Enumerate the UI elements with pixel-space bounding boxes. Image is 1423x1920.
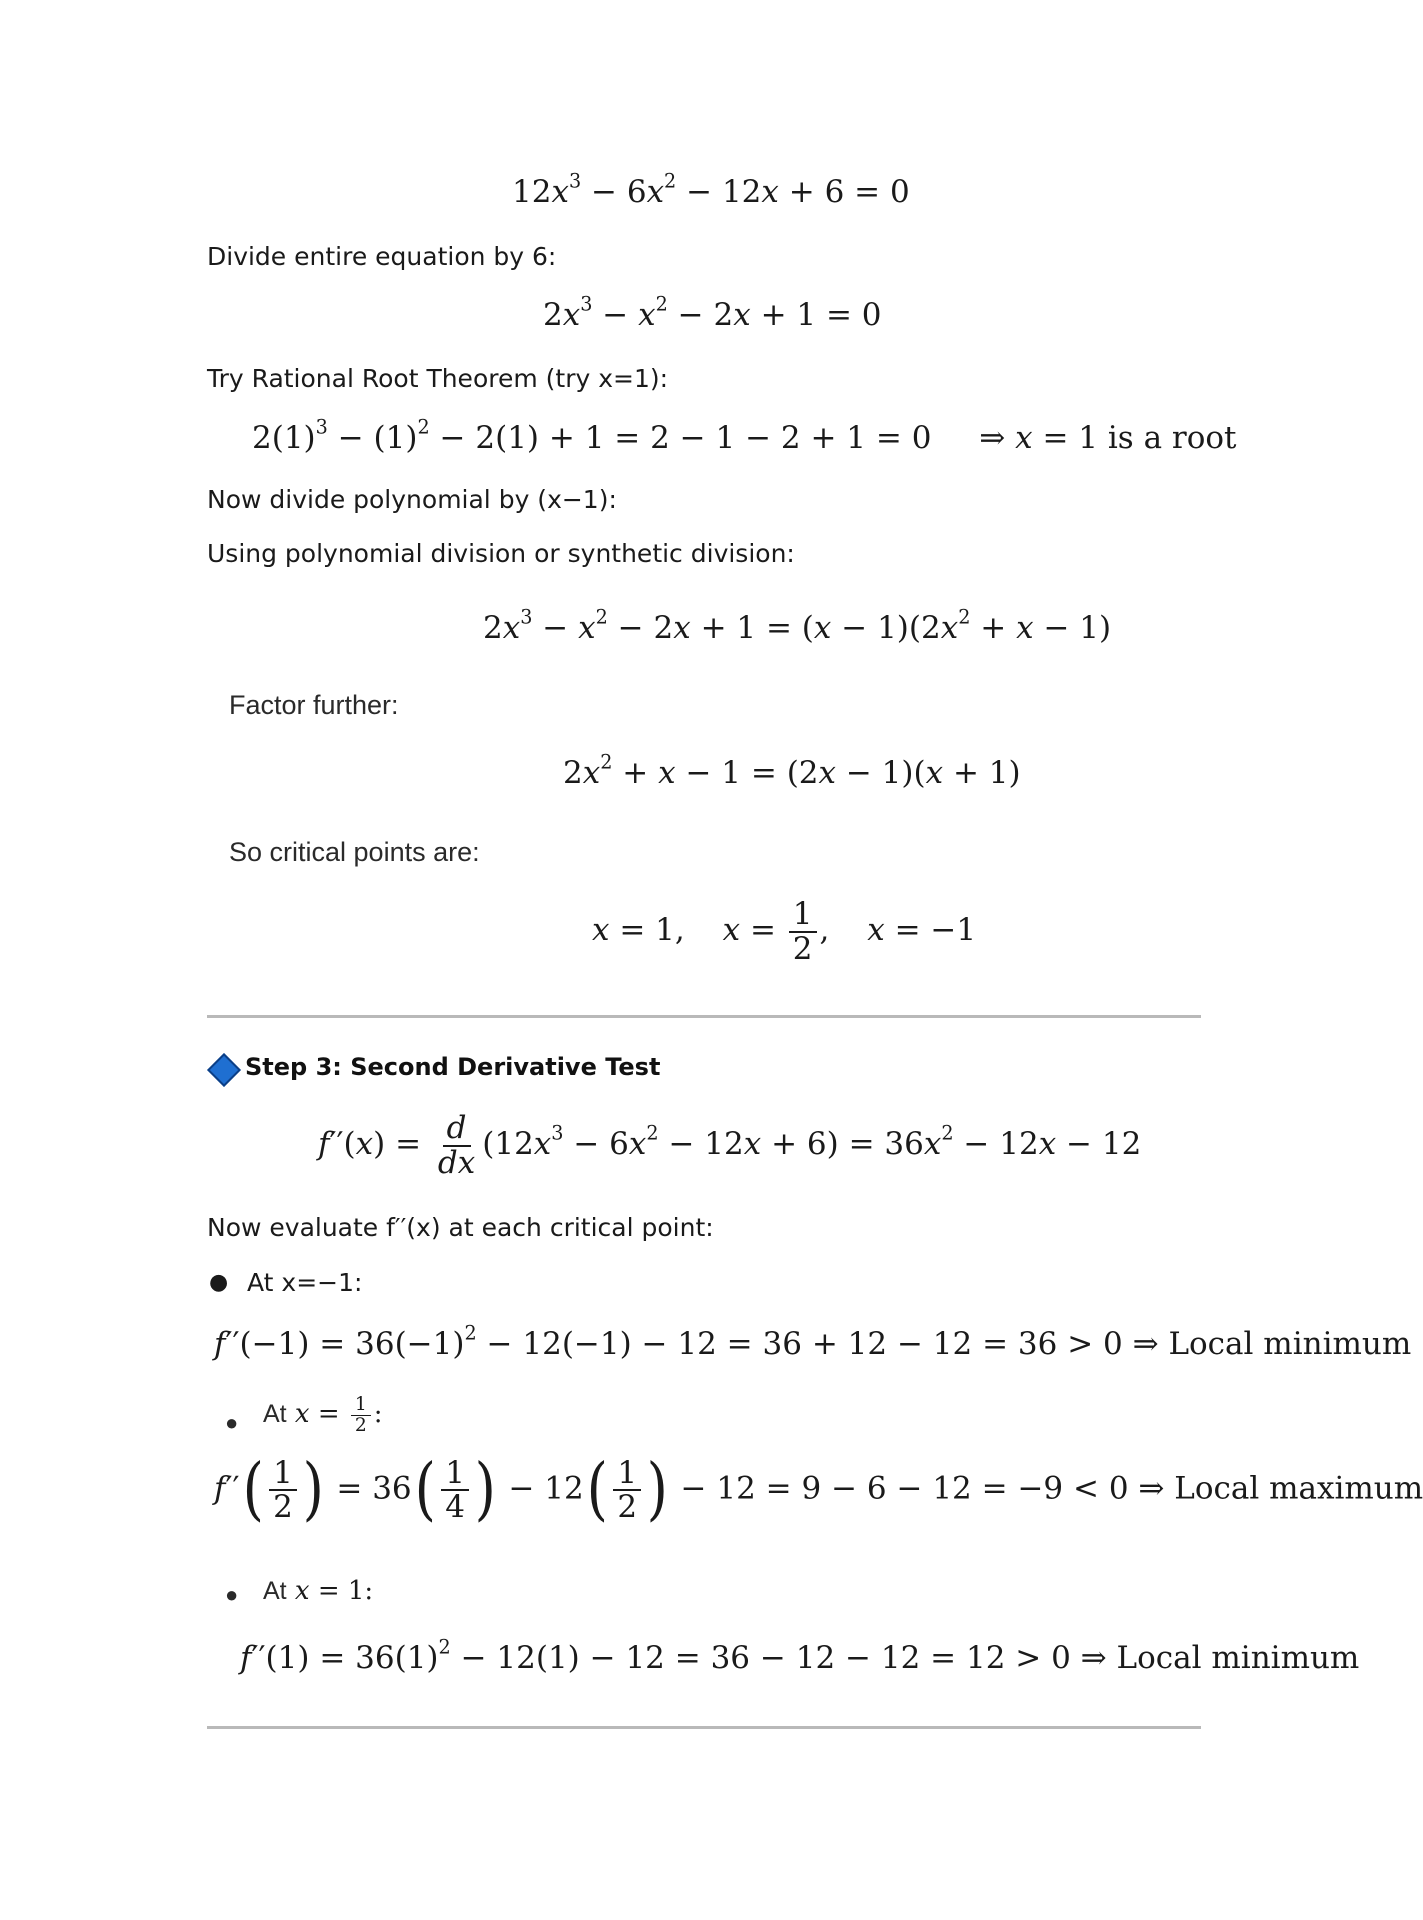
factor-further-label: Factor further: bbox=[229, 690, 399, 720]
rational-root-instruction: Try Rational Root Theorem (try x=1): bbox=[207, 364, 669, 393]
diamond-bullet-icon bbox=[207, 1053, 241, 1087]
result-local-max: Local maximum bbox=[1174, 1470, 1423, 1507]
equation-cubic-derivative: $12x^3 - 6x^2 - 12x + 6 = 0$ bbox=[512, 169, 910, 210]
critical-points-label: So critical points are: bbox=[229, 837, 480, 867]
equation-eval-half: f′′ ( $\frac{1}{2}$ ) = 36 ( $\frac{1}{4}$ ) − 12 ( $\frac{1}{2}$ ) − 12 = 9 − 6 − 12 = −9 < 0 ⇒ Local maximum bbox=[214, 1450, 1423, 1529]
root-note: is a root bbox=[1107, 420, 1237, 456]
division-method-instruction: Using polynomial division or synthetic division: bbox=[207, 539, 795, 568]
at-one-label: At x = 1: bbox=[263, 1576, 374, 1606]
equation-factored-linear: $2x^3 - x^2 - 2x + 1 = (x - 1)(2x^2 + x - 1)$ bbox=[483, 605, 1112, 646]
section-divider-top bbox=[207, 1015, 1201, 1018]
equation-eval-one: $f''(1) = 36(1)^2 - 12(1) - 12 = 36 - 12 - 12 = 12 > 0$ ⇒ Local minimum bbox=[240, 1635, 1360, 1676]
divide-instruction: Divide entire equation by 6: bbox=[207, 242, 557, 271]
equation-root-check: $2(1)^3 - (1)^2 - 2(1) + 1 = 2 - 1 - 2 + 1 = 0$ ⇒ x = 1 is a root bbox=[252, 415, 1237, 456]
section-divider-bottom bbox=[207, 1726, 1201, 1729]
bullet-dot-icon: ● bbox=[225, 1410, 239, 1435]
result-local-min-1: Local minimum bbox=[1168, 1326, 1412, 1362]
result-local-min-2: Local minimum bbox=[1116, 1640, 1360, 1676]
equation-critical-points: x = 1, x = $\frac{1}{2}$ , x = −1 bbox=[592, 896, 977, 967]
divide-polynomial-instruction: Now divide polynomial by (x−1): bbox=[207, 485, 617, 514]
bullet-dot-icon: ● bbox=[209, 1270, 229, 1295]
equation-second-derivative: f′′(x) = $\frac{d}{dx}$ $(12x^3 - 6x^2 - 12x + 6) = 36x^2 - 12x - 12$ bbox=[318, 1110, 1142, 1181]
at-half-label: At x = $\frac{1}{2}$ : bbox=[263, 1394, 383, 1436]
equation-factored-quadratic: $2x^2 + x - 1 = (2x - 1)(x + 1)$ bbox=[563, 750, 1021, 791]
step3-heading: Step 3: Second Derivative Test bbox=[245, 1053, 661, 1081]
bullet-dot-icon: ● bbox=[225, 1582, 239, 1607]
equation-reduced-cubic: $2x^3 - x^2 - 2x + 1 = 0$ bbox=[543, 292, 882, 333]
evaluate-instruction: Now evaluate f′′(x) at each critical point: bbox=[207, 1213, 714, 1242]
at-neg-one-label: At x=−1: bbox=[247, 1268, 363, 1297]
equation-eval-neg-one: $f''(-1) = 36(-1)^2 - 12(-1) - 12 = 36 + 12 - 12 = 36 > 0$ ⇒ Local minimum bbox=[214, 1321, 1412, 1362]
